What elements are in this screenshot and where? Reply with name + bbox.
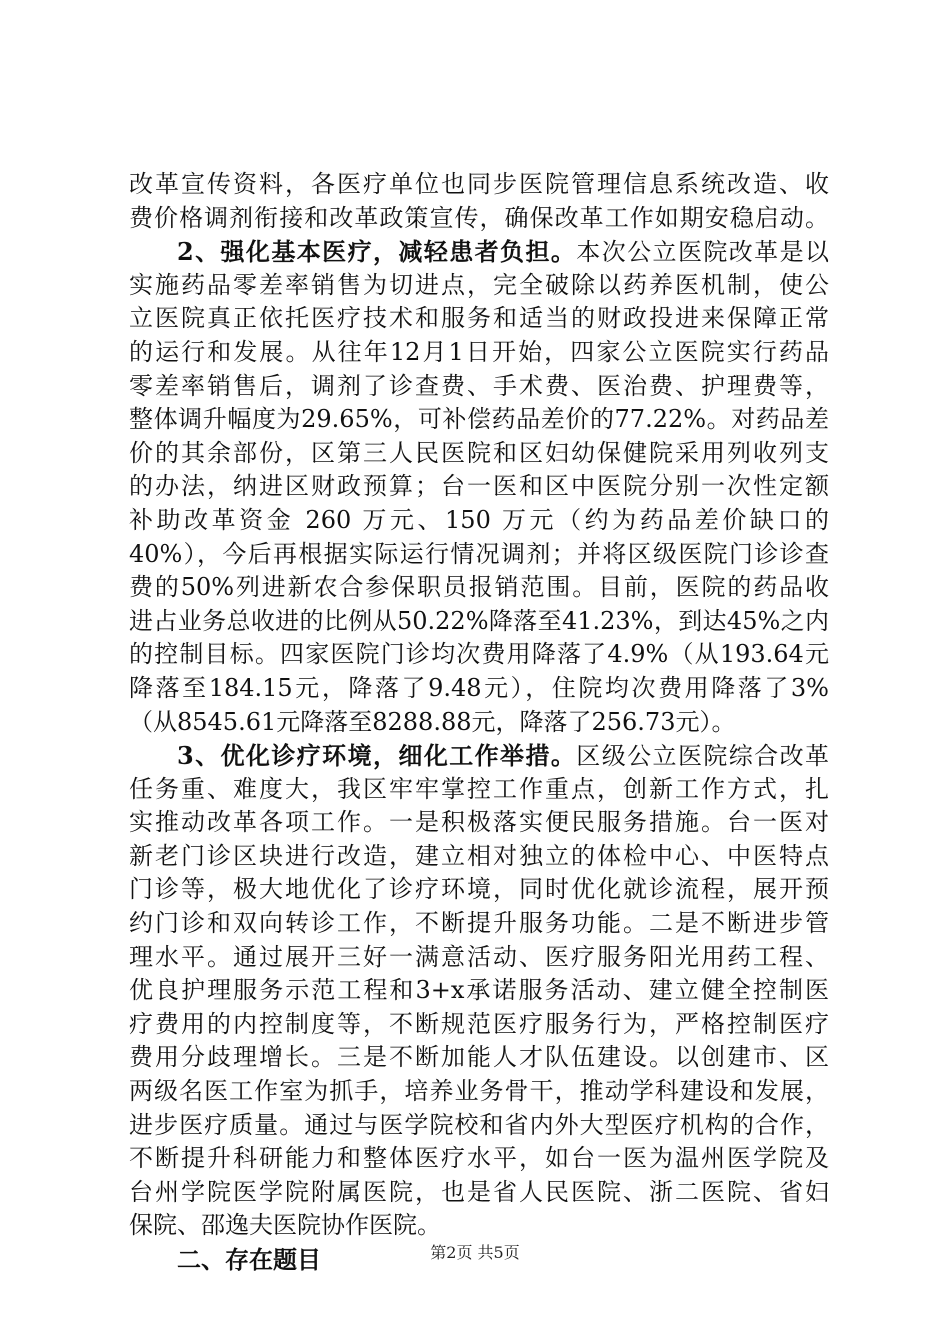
body-line: 零差率销售后，调剂了诊查费、手术费、医治费、护理费等，	[129, 371, 829, 400]
body-line: 约门诊和双向转诊工作，不断提升服务功能。二是不断进步管	[129, 909, 829, 938]
body-line: 降落至184.15元，降落了9.48元），住院均次费用降落了3%	[129, 673, 829, 702]
body-line: 进占业务总收进的比例从50.22%降落至41.23%，到达45%之内	[129, 606, 829, 635]
body-line: 改革宣传资料，各医疗单位也同步医院管理信息系统改造、收	[129, 170, 829, 198]
body-line: 门诊等，极大地优化了诊疗环境，同时优化就诊流程，展开预	[129, 875, 829, 904]
body-line: 的控制目标。四家医院门诊均次费用降落了4.9%（从193.64元	[129, 640, 829, 669]
body-line: 台州学院医学院附属医院，也是省人民医院、浙二医院、省妇	[129, 1177, 829, 1206]
body-line: 费用分歧理增长。三是不断加能人才队伍建设。以创建市、区	[129, 1043, 829, 1072]
body-line: 补助改革资金 260 万元、150 万元（约为药品差价缺口的	[129, 505, 829, 534]
paragraph-2-heading: 2、强化基本医疗，减轻患者负担。	[177, 237, 577, 267]
body-line: 的运行和发展。从往年12月1日开始，四家公立医院实行药品	[129, 337, 829, 366]
body-line: 新老门诊区块进行改造，建立相对独立的体检中心、中医特点	[129, 841, 829, 870]
body-line: 费的50%列进新农合参保职员报销范围。目前，医院的药品收	[129, 573, 829, 602]
paragraph-3-lead-text: 区级公立医院综合改革	[576, 742, 830, 771]
document-body	[129, 168, 829, 1277]
body-line: 疗费用的内控制度等，不断规范医疗服务行为，严格控制医疗	[129, 1009, 829, 1038]
body-line: 任务重、难度大，我区牢牢掌控工作重点，创新工作方式，扎	[129, 774, 829, 803]
paragraph-3-heading: 3、优化诊疗环境，细化工作举措。	[177, 741, 577, 771]
paragraph-3-lead	[129, 739, 829, 773]
body-line: 价的其余部份，区第三人民医院和区妇幼保健院采用列收列支	[129, 438, 829, 467]
body-line: 立医院真正依托医疗技术和服务和适当的财政投进来保障正常	[129, 304, 829, 333]
body-line: （从8545.61元降落至8288.88元，降落了256.73元）。	[129, 707, 736, 736]
page-number-footer: 第2页 共5页	[430, 1243, 520, 1262]
body-line: 优良护理服务示范工程和3+x承诺服务活动、建立健全控制医	[129, 976, 829, 1005]
paragraph-2-lead-text: 本次公立医院改革是以	[576, 238, 830, 267]
body-line: 实推动改革各项工作。一是积极落实便民服务措施。台一医对	[129, 808, 829, 837]
body-line: 费价格调剂衔接和改革政策宣传，确保改革工作如期安稳启动。	[129, 203, 829, 232]
body-line: 保院、邵逸夫医院协作医院。	[129, 1211, 441, 1240]
body-line: 40%），今后再根据实际运行情况调剂；并将区级医院门诊诊查	[129, 539, 829, 568]
body-line: 不断提升科研能力和整体医疗水平，如台一医为温州医学院及	[129, 1144, 829, 1173]
section-heading: 二、存在题目	[177, 1245, 321, 1274]
body-line: 理水平。通过展开三好一满意活动、医疗服务阳光用药工程、	[129, 942, 829, 971]
body-line: 的办法，纳进区财政预算；台一医和区中医院分别一次性定额	[129, 472, 829, 501]
body-line: 实施药品零差率销售为切进点，完全破除以药养医机制，使公	[129, 270, 829, 299]
body-line: 进步医疗质量。通过与医学院校和省内外大型医疗机构的合作，	[129, 1110, 829, 1139]
body-line: 两级名医工作室为抓手，培养业务骨干，推动学科建设和发展，	[129, 1077, 829, 1106]
body-line: 整体调升幅度为29.65%，可补偿药品差价的77.22%。对药品差	[129, 405, 829, 434]
paragraph-2-lead	[129, 235, 829, 269]
